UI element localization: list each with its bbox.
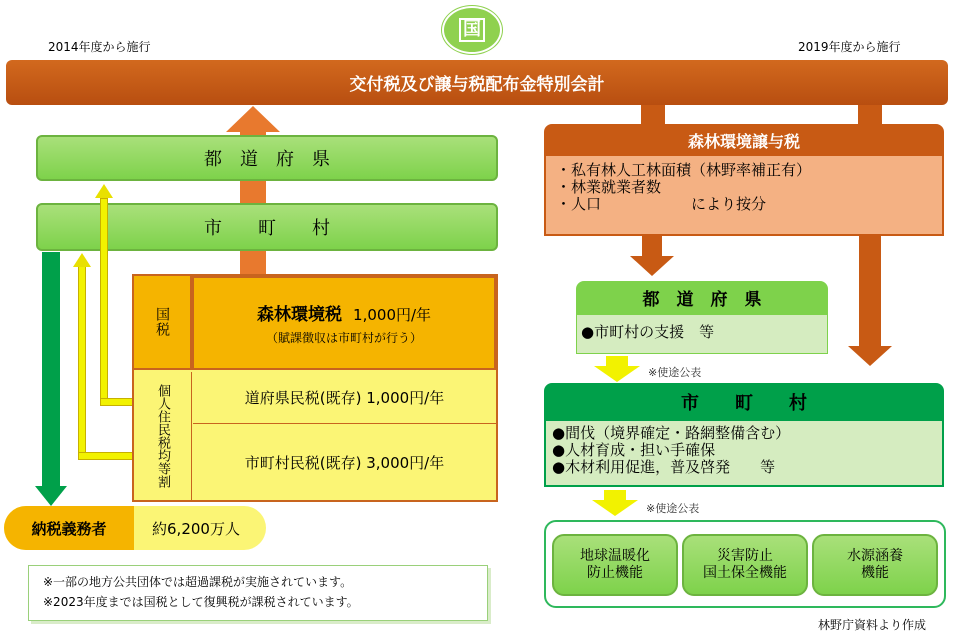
right-city-item-3: ●木材利用促進，普及啓発 等 xyxy=(552,458,776,476)
taxpayers-value-box xyxy=(134,506,258,550)
function-box-2 xyxy=(682,534,808,596)
right-city-item-2: ●人材育成・担い手確保 xyxy=(552,441,716,459)
joyozei-item-1: ・私有林人工林面積（林野率補正有） xyxy=(556,161,812,179)
kojin-label: 個人住民税均等割 xyxy=(155,384,170,488)
shiyo-arrow-1-stem xyxy=(606,356,628,366)
yellow-arrow-to-city-foot xyxy=(78,452,134,460)
pref-tax-cell xyxy=(193,372,496,424)
shinrin-tax-note: （賦課徴収は市町村が行う） xyxy=(265,331,422,345)
right-city-title: 市 町 村 xyxy=(681,393,807,414)
yellow-arrow-to-pref-foot xyxy=(100,398,134,406)
joyozei-to-pref-stem xyxy=(642,236,662,256)
note-line-1: ※一部の地方公共団体では超過課税が実施されています。 xyxy=(43,575,353,589)
shinrin-tax-amount: 1,000円/年 xyxy=(353,306,432,324)
notes-box xyxy=(28,565,488,621)
green-down-arrow-head xyxy=(35,486,67,506)
kokuzei-label: 国税 xyxy=(154,307,170,337)
right-start-note: 2019年度から施行 xyxy=(798,40,901,54)
shinrin-tax-label: 森林環境税 xyxy=(256,305,342,325)
joyozei-item-3: ・人口 により按分 xyxy=(556,195,767,213)
special-account-title: 交付税及び譲与税配布金特別会計 xyxy=(349,75,605,95)
function-2-label: 災害防止 国土保全機能 xyxy=(703,548,787,581)
left-shichoson-label: 市 町 村 xyxy=(204,218,330,239)
yellow-arrow-to-city-head xyxy=(73,253,91,267)
kokuzei-cell xyxy=(134,276,192,370)
shiyo-kohyo-2: ※使途公表 xyxy=(646,502,700,515)
kuni-badge-label: 国 xyxy=(459,18,485,42)
joyozei-to-pref-head xyxy=(630,256,674,276)
source-credit: 林野庁資料より作成 xyxy=(818,618,927,632)
shiyo-arrow-1-head xyxy=(594,366,640,382)
left-start-note: 2014年度から施行 xyxy=(48,40,151,54)
shiyo-arrow-2-head xyxy=(592,500,638,516)
right-city-header xyxy=(544,383,944,421)
left-todofuken-box xyxy=(36,135,498,181)
taxpayers-value: 約6,200万人 xyxy=(152,519,240,538)
shiyo-arrow-2-stem xyxy=(604,490,626,500)
shinrin-tax-cell xyxy=(192,276,496,370)
yellow-arrow-to-city xyxy=(78,266,86,460)
note-line-2: ※2023年度までは国税として復興税が課税されています。 xyxy=(43,595,359,609)
function-3-label: 水源涵養 機能 xyxy=(847,548,903,581)
function-box-1 xyxy=(552,534,678,596)
left-todofuken-label: 都 道 府 県 xyxy=(204,149,330,170)
joyozei-body xyxy=(544,156,944,236)
joyozei-header xyxy=(544,124,944,156)
right-pref-title: 都 道 府 県 xyxy=(642,290,762,310)
joyozei-to-city-stem xyxy=(859,236,881,348)
yellow-arrow-to-pref xyxy=(100,198,108,406)
function-box-3 xyxy=(812,534,938,596)
right-pref-body xyxy=(576,314,828,354)
tax-up-arrow-head xyxy=(226,106,280,132)
green-down-arrow xyxy=(42,252,60,488)
shiyo-kohyo-1: ※使途公表 xyxy=(648,366,702,379)
city-tax-cell xyxy=(193,425,496,500)
right-pref-item-1: ●市町村の支援 等 xyxy=(581,323,715,341)
right-city-item-1: ●間伐（境界確定・路網整備含む） xyxy=(552,424,791,442)
right-city-body xyxy=(544,421,944,487)
right-pref-header xyxy=(576,281,828,314)
taxpayers-label: 納税義務者 xyxy=(31,519,107,538)
joyozei-title: 森林環境譲与税 xyxy=(687,131,800,151)
special-account-bar xyxy=(6,60,948,105)
joyozei-to-city-head xyxy=(848,346,892,366)
joyozei-item-2: ・林業就業者数 xyxy=(556,178,662,196)
yellow-arrow-to-pref-head xyxy=(95,184,113,198)
function-1-label: 地球温暖化 防止機能 xyxy=(580,548,650,581)
pref-tax-label: 道府県民税(既存) 1,000円/年 xyxy=(244,389,445,407)
taxpayers-label-box xyxy=(4,506,134,550)
kojin-cell xyxy=(134,372,192,500)
kuni-badge xyxy=(442,6,502,54)
city-tax-label: 市町村民税(既存) 3,000円/年 xyxy=(244,454,445,472)
